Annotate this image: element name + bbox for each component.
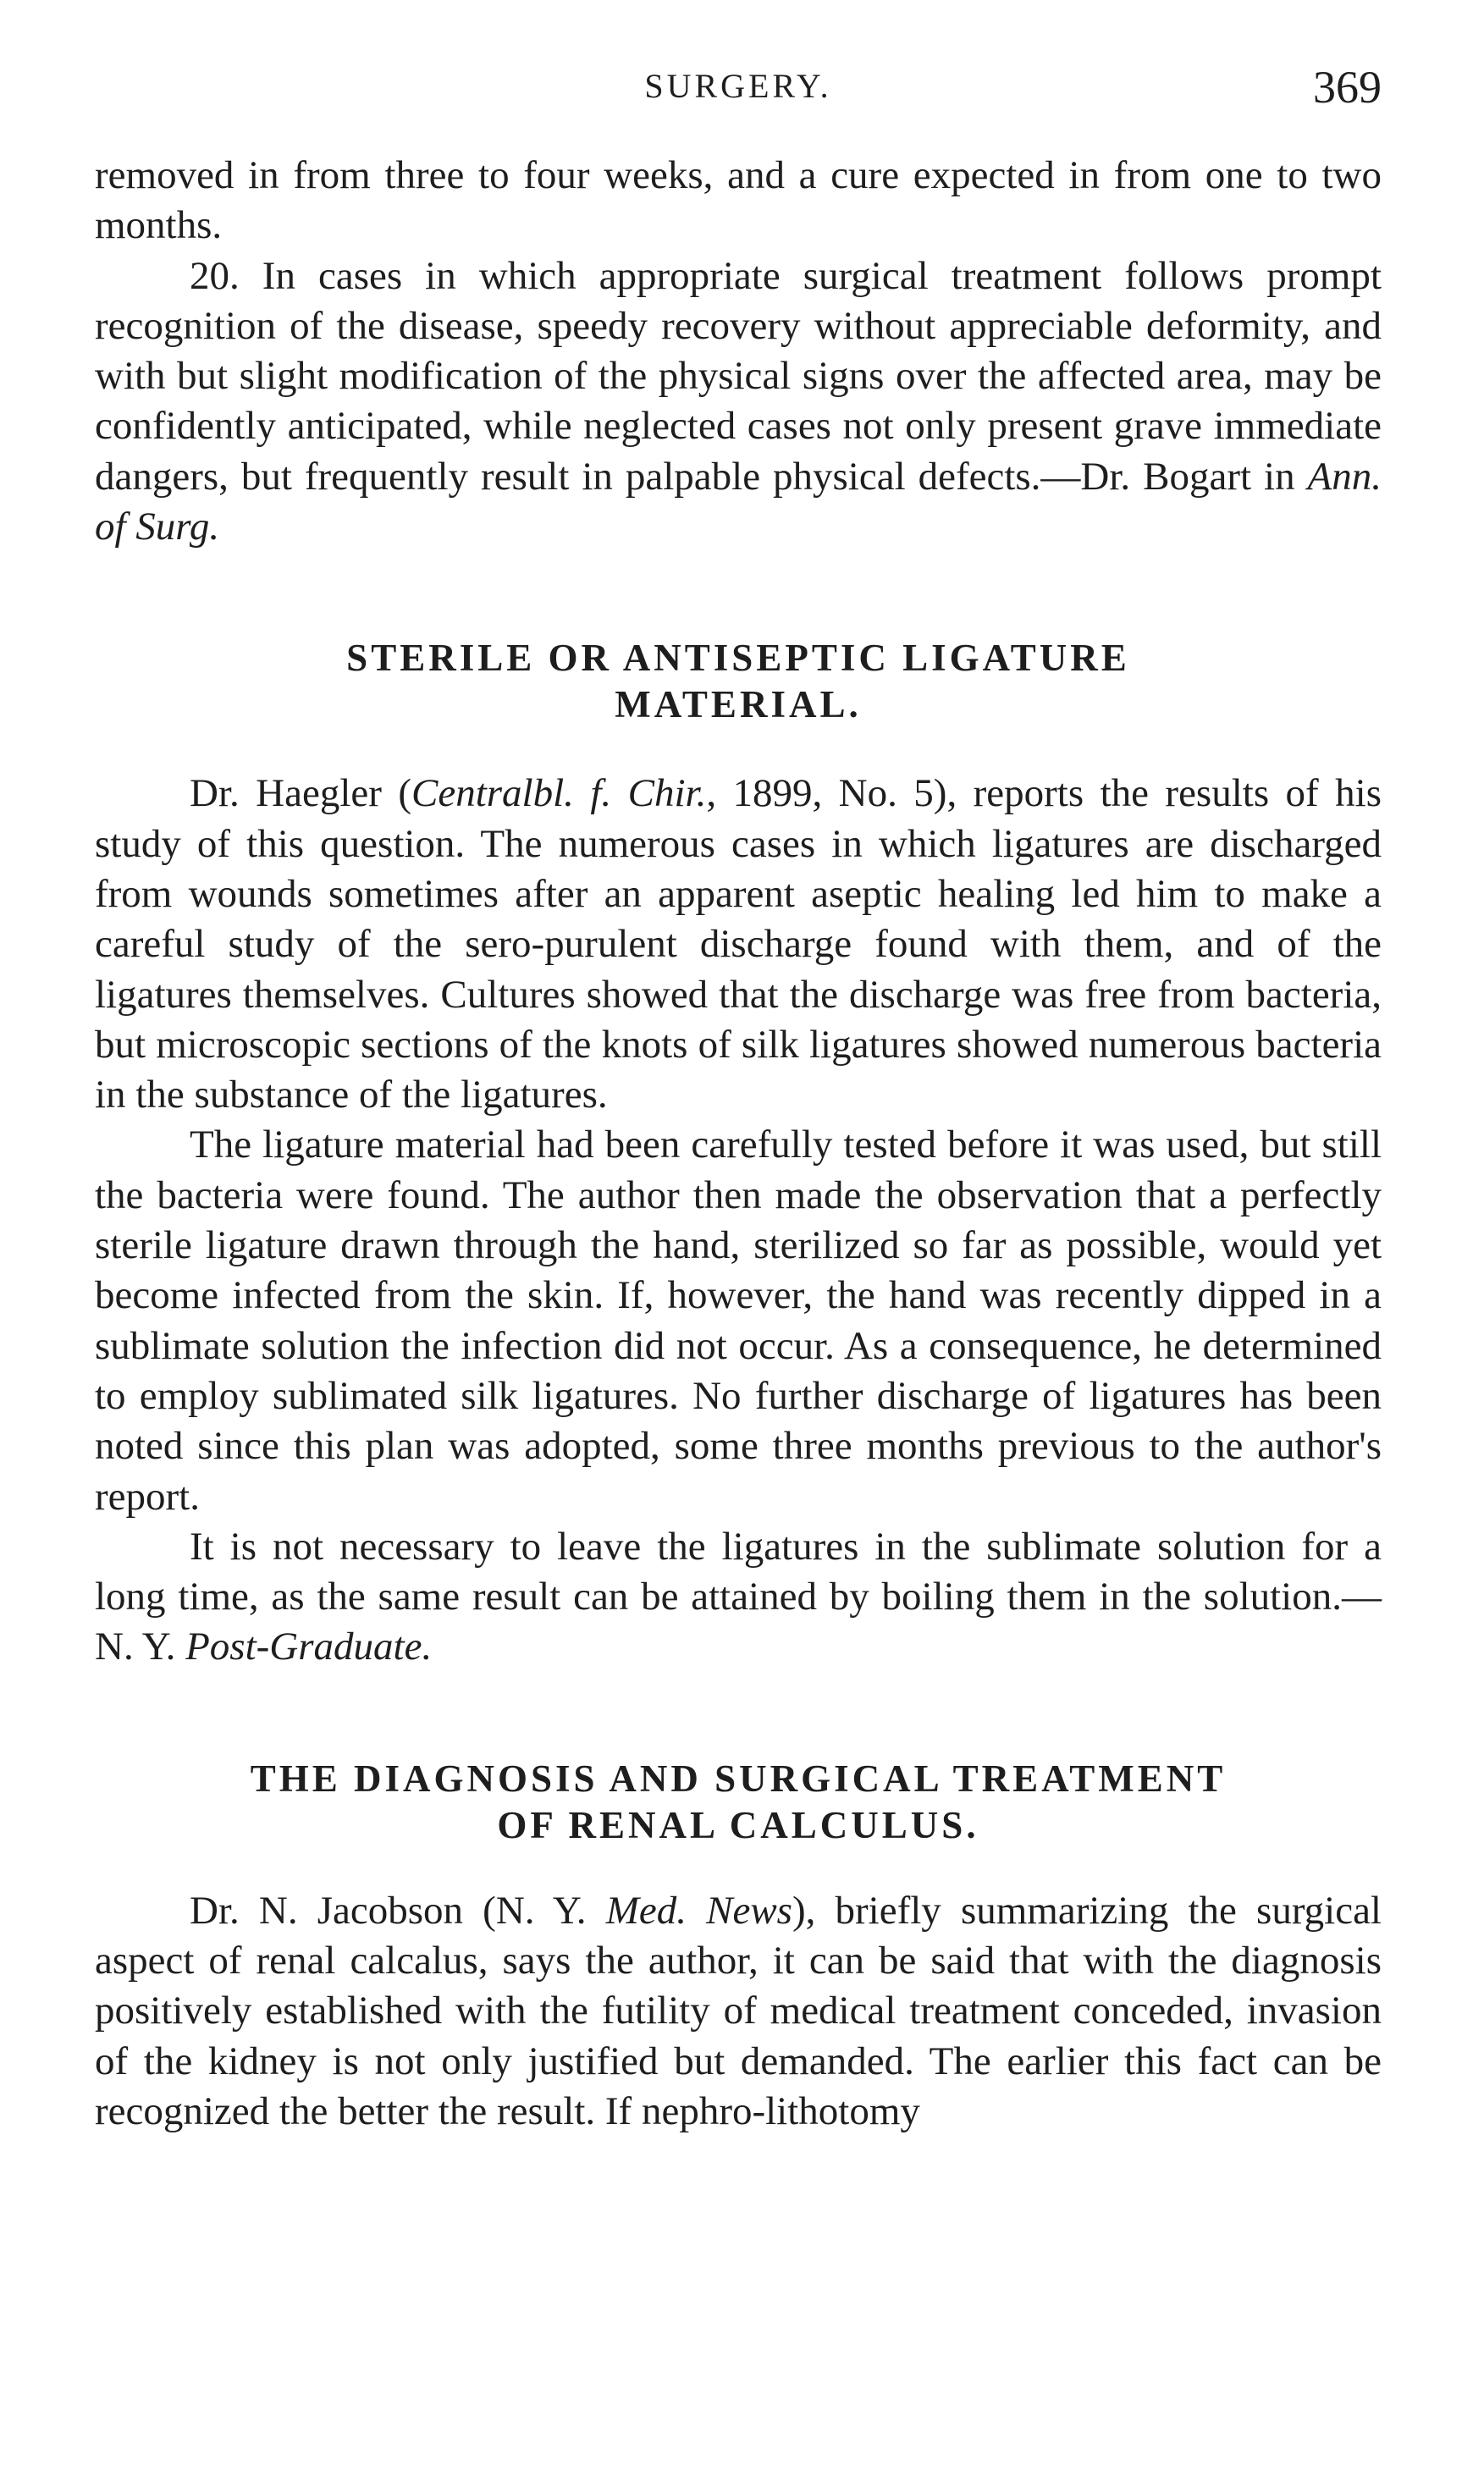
paragraph-sublimate	[95, 1522, 1382, 1673]
paragraph-text: Dr. N. Jacobson (N. Y.	[190, 1888, 606, 1933]
page-header	[95, 62, 1382, 117]
paragraph-text: It is not necessary to leave the ligatures in the sublimate solution for a long time, as the same result can be attained by boiling them in the solution.—N. Y.	[95, 1524, 1382, 1669]
page-number: 369	[1313, 62, 1382, 113]
paragraph-text: , 1899, No. 5), reports the results of his study of this question. The numerous cases in which ligatures are discharged from wounds sometimes after an apparent aseptic healing led him to make a careful study of the sero-purulent discharge found with them, and of the ligatures themselves. Cultures showed that the discharge was free from bacteria, but microscopic sections of the knots of silk ligatures showed numerous bacteria in the substance of the ligatures.	[95, 771, 1382, 1117]
paragraph-haegler	[95, 769, 1382, 1120]
paragraph-ligature-testing	[95, 1120, 1382, 1521]
heading-line-1: THE DIAGNOSIS AND SURGICAL TREATMENT	[250, 1757, 1227, 1800]
journal-citation: Centralbl. f. Chir.	[411, 771, 707, 816]
paragraph-text: ), briefly summarizing the surgical aspect of renal calcalus, says the author, it can be said that with the diagnosis positively established with the futility of medical treatment conceded, invasion of the kidney is not only justified but demanded. The earlier this fact can be recognized the better the result. If nephro-lithotomy	[95, 1888, 1382, 2133]
paragraph-text: removed in from three to four weeks, and a cure expected in from one to two months.	[95, 153, 1382, 248]
paragraph-text: Dr. Haegler (	[190, 771, 411, 816]
paragraph-text: The ligature material had been carefully tested before it was used, but still the bacteria were found. The author then made the observation that a perfectly sterile ligature drawn through the hand, sterilized so far as possible, would yet become infected from the skin. If, however, the hand was recently dipped in a sublimate solution the infection did not occur. As a consequence, he determined to employ sublimated silk ligatures. No further discharge of ligatures has been noted since this plan was adopted, some three months previous to the author's report.	[95, 1123, 1382, 1519]
heading-line-2: OF RENAL CALCULUS.	[497, 1803, 979, 1846]
paragraph-continuation	[95, 151, 1382, 251]
journal-citation: Ann. of Surg.	[95, 454, 1382, 549]
running-title: SURGERY.	[644, 67, 832, 105]
journal-citation: Post-Graduate.	[185, 1625, 433, 1669]
journal-citation: Med. News	[605, 1888, 792, 1933]
section-heading-ligature	[95, 635, 1382, 728]
paragraph-jacobson	[95, 1886, 1382, 2137]
page-body	[95, 151, 1382, 2137]
paragraph-text: 20. In cases in which appropriate surgical treatment follows prompt recognition of the disease, speedy recovery without appreciable deformity, and with but slight modification of the physical signs over the affected area, may be confidently anticipated, while neglected cases not only present grave immediate dangers, but frequently result in palpable physical defects.—Dr. Bogart in	[95, 253, 1382, 499]
heading-line-2: MATERIAL.	[615, 683, 862, 726]
heading-line-1: STERILE OR ANTISEPTIC LIGATURE	[346, 637, 1130, 680]
paragraph-item-20	[95, 251, 1382, 553]
section-heading-renal-calculus	[95, 1756, 1382, 1849]
